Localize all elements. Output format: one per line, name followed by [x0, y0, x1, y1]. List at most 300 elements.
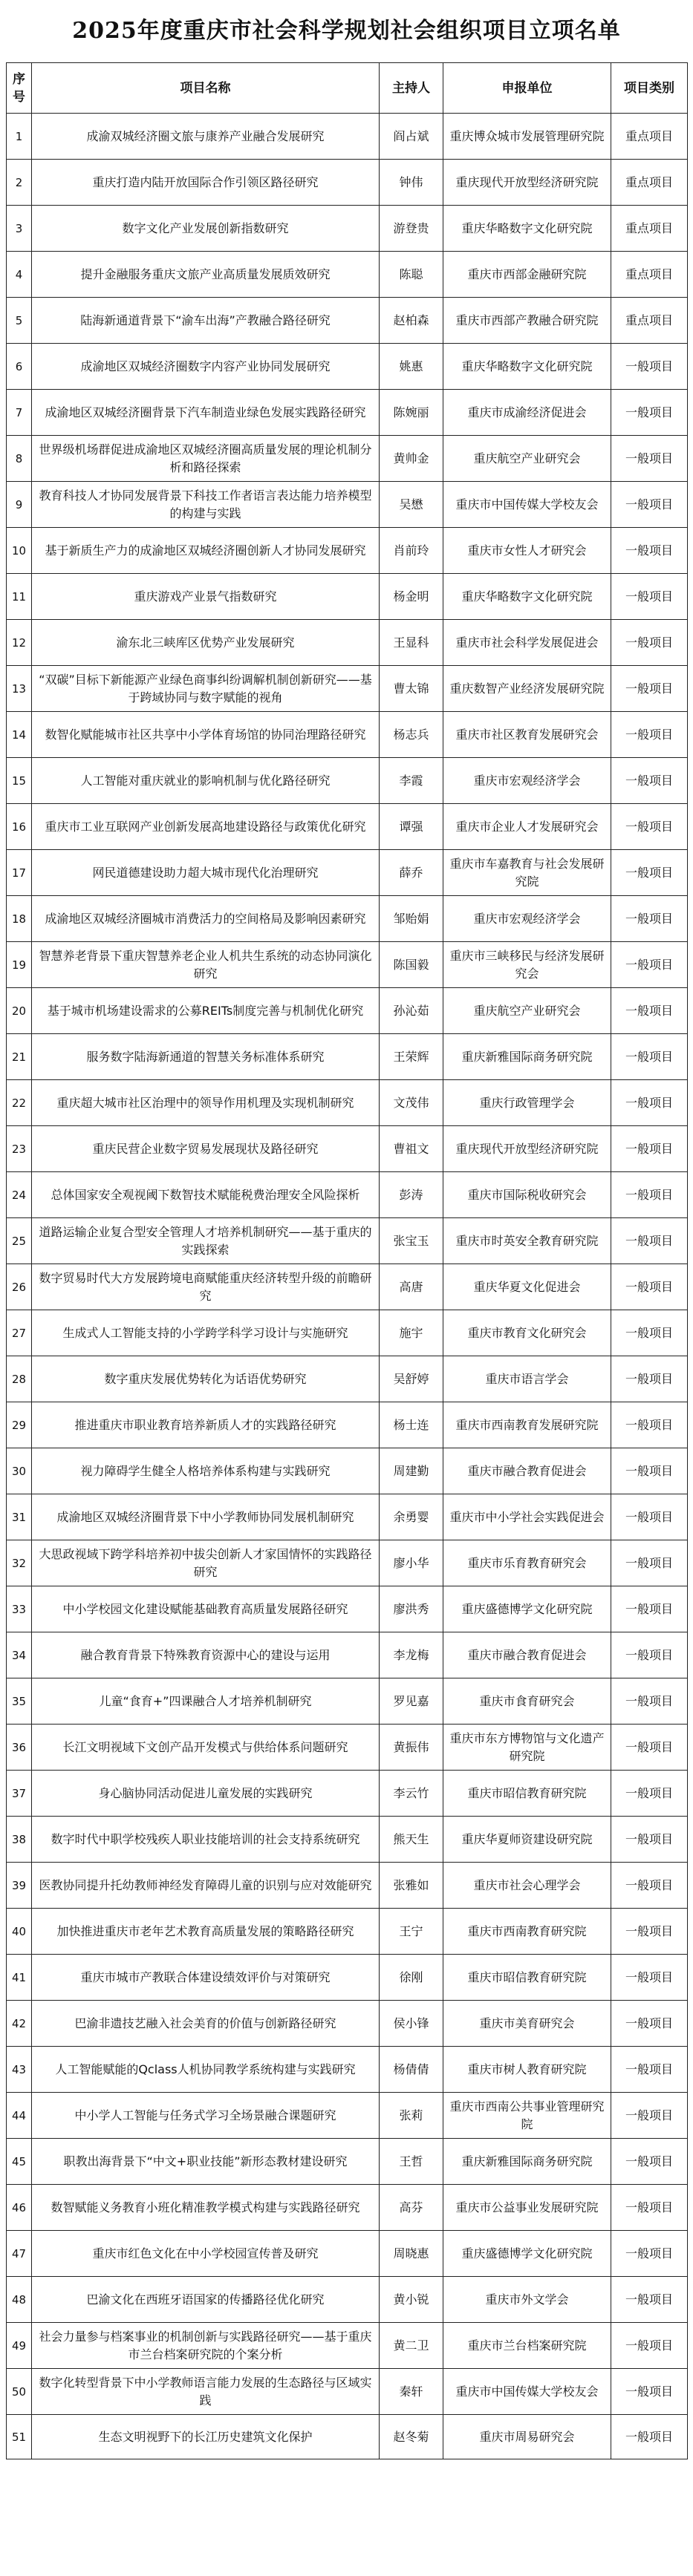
project-name: 数字时代中职学校残疾人职业技能培训的社会支持系统研究 [32, 1817, 380, 1863]
applying-unit: 重庆市社区教育发展研究会 [443, 712, 611, 758]
project-name: 基于城市机场建设需求的公募REITs制度完善与机制优化研究 [32, 988, 380, 1034]
applying-unit: 重庆华略数字文化研究院 [443, 574, 611, 620]
applying-unit: 重庆市乐育教育研究会 [443, 1540, 611, 1586]
project-name: 重庆市城市产教联合体建设绩效评价与对策研究 [32, 1955, 380, 2001]
project-host: 杨金明 [380, 574, 443, 620]
table-row [7, 1863, 688, 1909]
row-number: 33 [7, 1586, 32, 1632]
project-host: 秦轩 [380, 2369, 443, 2415]
applying-unit: 重庆华略数字文化研究院 [443, 344, 611, 390]
project-name: 大思政视域下跨学科培养初中拔尖创新人才家国情怀的实践路径研究 [32, 1540, 380, 1586]
project-category: 一般项目 [611, 1172, 688, 1218]
applying-unit: 重庆华夏文化促进会 [443, 1264, 611, 1310]
header-no: 序号 [7, 63, 32, 114]
project-name: 数字文化产业发展创新指数研究 [32, 206, 380, 252]
project-name: 重庆游戏产业景气指数研究 [32, 574, 380, 620]
table-row [7, 1172, 688, 1218]
applying-unit: 重庆市语言学会 [443, 1356, 611, 1402]
applying-unit: 重庆市中国传媒大学校友会 [443, 482, 611, 528]
project-host: 赵冬菊 [380, 2415, 443, 2459]
project-category: 一般项目 [611, 1817, 688, 1863]
row-number: 23 [7, 1126, 32, 1172]
table-row [7, 1632, 688, 1678]
applying-unit: 重庆市融合教育促进会 [443, 1632, 611, 1678]
project-host: 侯小锋 [380, 2001, 443, 2047]
project-name: 智慧养老背景下重庆智慧养老企业人机共生系统的动态协同演化研究 [32, 942, 380, 988]
applying-unit: 重庆市食育研究会 [443, 1678, 611, 1725]
project-host: 薛乔 [380, 850, 443, 896]
applying-unit: 重庆市西南教育发展研究院 [443, 1402, 611, 1448]
project-category: 重点项目 [611, 114, 688, 160]
project-host: 王显科 [380, 620, 443, 666]
applying-unit: 重庆市兰台档案研究院 [443, 2323, 611, 2369]
table-row [7, 2001, 688, 2047]
row-number: 15 [7, 758, 32, 804]
applying-unit: 重庆市西南教育研究院 [443, 1909, 611, 1955]
project-host: 吴懋 [380, 482, 443, 528]
row-number: 31 [7, 1494, 32, 1540]
row-number: 20 [7, 988, 32, 1034]
table-row [7, 850, 688, 896]
project-name: 巴渝非遗技艺融入社会美育的价值与创新路径研究 [32, 2001, 380, 2047]
project-host: 姚惠 [380, 344, 443, 390]
table-row [7, 1540, 688, 1586]
project-category: 一般项目 [611, 804, 688, 850]
applying-unit: 重庆新雅国际商务研究院 [443, 1034, 611, 1080]
row-number: 47 [7, 2231, 32, 2277]
table-row [7, 114, 688, 160]
row-number: 19 [7, 942, 32, 988]
project-host: 周建勤 [380, 1448, 443, 1494]
project-name: 成渝地区双城经济圈数字内容产业协同发展研究 [32, 344, 380, 390]
project-category: 一般项目 [611, 1402, 688, 1448]
table-row [7, 1678, 688, 1725]
project-host: 孙沁茹 [380, 988, 443, 1034]
project-host: 廖洪秀 [380, 1586, 443, 1632]
project-host: 熊天生 [380, 1817, 443, 1863]
header-name: 项目名称 [32, 63, 380, 114]
project-host: 张宝玉 [380, 1218, 443, 1264]
project-category: 一般项目 [611, 1725, 688, 1771]
table-row [7, 1771, 688, 1817]
project-host: 黄小锐 [380, 2277, 443, 2323]
project-name: 长江文明视域下文创产品开发模式与供给体系问题研究 [32, 1725, 380, 1771]
project-name: 生成式人工智能支持的小学跨学科学习设计与实施研究 [32, 1310, 380, 1356]
row-number: 24 [7, 1172, 32, 1218]
project-host: 杨倩倩 [380, 2047, 443, 2093]
project-name: 成渝地区双城经济圈城市消费活力的空间格局及影响因素研究 [32, 896, 380, 942]
table-row [7, 1494, 688, 1540]
applying-unit: 重庆新雅国际商务研究院 [443, 2139, 611, 2185]
row-number: 28 [7, 1356, 32, 1402]
project-category: 一般项目 [611, 2277, 688, 2323]
project-name: 道路运输企业复合型安全管理人才培养机制研究——基于重庆的实践探索 [32, 1218, 380, 1264]
table-row [7, 2323, 688, 2369]
project-host: 杨士连 [380, 1402, 443, 1448]
project-host: 施宇 [380, 1310, 443, 1356]
row-number: 21 [7, 1034, 32, 1080]
row-number: 18 [7, 896, 32, 942]
applying-unit: 重庆市宏观经济学会 [443, 758, 611, 804]
applying-unit: 重庆市树人教育研究院 [443, 2047, 611, 2093]
table-row [7, 1264, 688, 1310]
table-row [7, 1356, 688, 1402]
row-number: 2 [7, 160, 32, 206]
row-number: 39 [7, 1863, 32, 1909]
applying-unit: 重庆市社会科学发展促进会 [443, 620, 611, 666]
document-title: 2025年度重庆市社会科学规划社会组织项目立项名单 [72, 18, 621, 44]
table-row [7, 2047, 688, 2093]
table-row [7, 2277, 688, 2323]
row-number: 5 [7, 298, 32, 344]
project-name: 成渝双城经济圈文旅与康养产业融合发展研究 [32, 114, 380, 160]
row-number: 37 [7, 1771, 32, 1817]
project-host: 陈婉丽 [380, 390, 443, 436]
project-name: 重庆超大城市社区治理中的领导作用机理及实现机制研究 [32, 1080, 380, 1126]
applying-unit: 重庆市昭信教育研究院 [443, 1955, 611, 2001]
table-row [7, 2093, 688, 2139]
project-host: 游登贵 [380, 206, 443, 252]
project-name: 人工智能对重庆就业的影响机制与优化路径研究 [32, 758, 380, 804]
project-host: 廖小华 [380, 1540, 443, 1586]
table-row [7, 252, 688, 298]
project-category: 一般项目 [611, 1909, 688, 1955]
row-number: 13 [7, 666, 32, 712]
project-host: 周晓惠 [380, 2231, 443, 2277]
project-name: 数智化赋能城市社区共享中小学体育场馆的协同治理路径研究 [32, 712, 380, 758]
project-host: 文茂伟 [380, 1080, 443, 1126]
project-host: 陈聪 [380, 252, 443, 298]
row-number: 1 [7, 114, 32, 160]
project-category: 一般项目 [611, 2093, 688, 2139]
applying-unit: 重庆华夏师资建设研究院 [443, 1817, 611, 1863]
project-host: 徐刚 [380, 1955, 443, 2001]
table-row [7, 528, 688, 574]
project-host: 肖前玲 [380, 528, 443, 574]
project-category: 一般项目 [611, 1126, 688, 1172]
applying-unit: 重庆行政管理学会 [443, 1080, 611, 1126]
table-row [7, 804, 688, 850]
row-number: 41 [7, 1955, 32, 2001]
applying-unit: 重庆市社会心理学会 [443, 1863, 611, 1909]
project-host: 曹太锦 [380, 666, 443, 712]
project-category: 一般项目 [611, 1310, 688, 1356]
project-name: 数智赋能义务教育小班化精准教学模式构建与实践路径研究 [32, 2185, 380, 2231]
table-row [7, 620, 688, 666]
applying-unit: 重庆市西部金融研究院 [443, 252, 611, 298]
table-row [7, 1448, 688, 1494]
project-name: 推进重庆市职业教育培养新质人才的实践路径研究 [32, 1402, 380, 1448]
applying-unit: 重庆航空产业研究会 [443, 988, 611, 1034]
table-row [7, 896, 688, 942]
row-number: 50 [7, 2369, 32, 2415]
row-number: 45 [7, 2139, 32, 2185]
applying-unit: 重庆市周易研究会 [443, 2415, 611, 2459]
project-name: 加快推进重庆市老年艺术教育高质量发展的策略路径研究 [32, 1909, 380, 1955]
project-host: 杨志兵 [380, 712, 443, 758]
project-name: 重庆市红色文化在中小学校园宣传普及研究 [32, 2231, 380, 2277]
project-category: 一般项目 [611, 2185, 688, 2231]
project-category: 一般项目 [611, 2231, 688, 2277]
header-row [7, 63, 688, 114]
project-host: 邹贻娟 [380, 896, 443, 942]
applying-unit: 重庆市成渝经济促进会 [443, 390, 611, 436]
project-category: 一般项目 [611, 2323, 688, 2369]
project-name: 基于新质生产力的成渝地区双城经济圈创新人才协同发展研究 [32, 528, 380, 574]
project-host: 王哲 [380, 2139, 443, 2185]
project-name: 服务数字陆海新通道的智慧关务标准体系研究 [32, 1034, 380, 1080]
project-host: 彭涛 [380, 1172, 443, 1218]
applying-unit: 重庆市女性人才研究会 [443, 528, 611, 574]
project-category: 重点项目 [611, 252, 688, 298]
row-number: 17 [7, 850, 32, 896]
project-name: 陆海新通道背景下“渝车出海”产教融合路径研究 [32, 298, 380, 344]
project-host: 高芬 [380, 2185, 443, 2231]
project-name: 生态文明视野下的长江历史建筑文化保护 [32, 2415, 380, 2459]
table-row [7, 2185, 688, 2231]
project-category: 重点项目 [611, 298, 688, 344]
row-number: 4 [7, 252, 32, 298]
project-host: 曹祖文 [380, 1126, 443, 1172]
project-host: 赵柏森 [380, 298, 443, 344]
applying-unit: 重庆市时英安全教育研究院 [443, 1218, 611, 1264]
header-host: 主持人 [380, 63, 443, 114]
project-name: 渝东北三峡库区优势产业发展研究 [32, 620, 380, 666]
applying-unit: 重庆市车嘉教育与社会发展研究院 [443, 850, 611, 896]
applying-unit: 重庆市国际税收研究会 [443, 1172, 611, 1218]
table-row [7, 1817, 688, 1863]
table-row [7, 390, 688, 436]
project-name: 社会力量参与档案事业的机制创新与实践路径研究——基于重庆市兰台档案研究院的个案分析 [32, 2323, 380, 2369]
project-category: 一般项目 [611, 1540, 688, 1586]
applying-unit: 重庆市三峡移民与经济发展研究会 [443, 942, 611, 988]
project-name: 巴渝文化在西班牙语国家的传播路径优化研究 [32, 2277, 380, 2323]
row-number: 38 [7, 1817, 32, 1863]
project-category: 一般项目 [611, 1955, 688, 2001]
project-category: 一般项目 [611, 1632, 688, 1678]
applying-unit: 重庆数智产业经济发展研究院 [443, 666, 611, 712]
project-name: 人工智能赋能的Qclass人机协同教学系统构建与实践研究 [32, 2047, 380, 2093]
row-number: 6 [7, 344, 32, 390]
project-category: 一般项目 [611, 1218, 688, 1264]
row-number: 27 [7, 1310, 32, 1356]
table-row [7, 206, 688, 252]
project-category: 一般项目 [611, 850, 688, 896]
project-category: 一般项目 [611, 1264, 688, 1310]
project-name: 重庆打造内陆开放国际合作引领区路径研究 [32, 160, 380, 206]
project-host: 余勇婴 [380, 1494, 443, 1540]
applying-unit: 重庆市中国传媒大学校友会 [443, 2369, 611, 2415]
project-host: 陈国毅 [380, 942, 443, 988]
project-category: 一般项目 [611, 482, 688, 528]
row-number: 43 [7, 2047, 32, 2093]
row-number: 26 [7, 1264, 32, 1310]
applying-unit: 重庆市融合教育促进会 [443, 1448, 611, 1494]
row-number: 32 [7, 1540, 32, 1586]
row-number: 46 [7, 2185, 32, 2231]
project-name: 重庆民营企业数字贸易发展现状及路径研究 [32, 1126, 380, 1172]
project-name: 医教协同提升托幼教师神经发育障碍儿童的识别与应对效能研究 [32, 1863, 380, 1909]
project-category: 一般项目 [611, 344, 688, 390]
table-row [7, 436, 688, 482]
table-row [7, 1034, 688, 1080]
row-number: 10 [7, 528, 32, 574]
row-number: 25 [7, 1218, 32, 1264]
row-number: 36 [7, 1725, 32, 1771]
table-row [7, 1725, 688, 1771]
project-name: “双碳”目标下新能源产业绿色商事纠纷调解机制创新研究——基于跨域协同与数字赋能的视角 [32, 666, 380, 712]
project-category: 一般项目 [611, 1678, 688, 1725]
table-body [7, 114, 688, 2459]
table-row [7, 1218, 688, 1264]
row-number: 8 [7, 436, 32, 482]
table-row [7, 2415, 688, 2459]
table-row [7, 758, 688, 804]
project-category: 一般项目 [611, 1771, 688, 1817]
row-number: 9 [7, 482, 32, 528]
project-name: 成渝地区双城经济圈背景下汽车制造业绿色发展实践路径研究 [32, 390, 380, 436]
table-row [7, 1310, 688, 1356]
row-number: 51 [7, 2415, 32, 2459]
row-number: 30 [7, 1448, 32, 1494]
project-table [6, 62, 688, 2459]
project-host: 张莉 [380, 2093, 443, 2139]
project-name: 视力障碍学生健全人格培养体系构建与实践研究 [32, 1448, 380, 1494]
project-host: 黄二卫 [380, 2323, 443, 2369]
project-category: 一般项目 [611, 896, 688, 942]
applying-unit: 重庆华略数字文化研究院 [443, 206, 611, 252]
project-host: 张雅如 [380, 1863, 443, 1909]
table-row [7, 574, 688, 620]
project-host: 阎占斌 [380, 114, 443, 160]
project-name: 融合教育背景下特殊教育资源中心的建设与运用 [32, 1632, 380, 1678]
table-row [7, 160, 688, 206]
applying-unit: 重庆市中小学社会实践促进会 [443, 1494, 611, 1540]
row-number: 34 [7, 1632, 32, 1678]
project-category: 一般项目 [611, 2001, 688, 2047]
project-host: 黄振伟 [380, 1725, 443, 1771]
row-number: 11 [7, 574, 32, 620]
project-category: 一般项目 [611, 2369, 688, 2415]
project-name: 重庆市工业互联网产业创新发展高地建设路径与政策优化研究 [32, 804, 380, 850]
project-category: 一般项目 [611, 988, 688, 1034]
project-host: 王宁 [380, 1909, 443, 1955]
table-row [7, 1955, 688, 2001]
table-row [7, 1080, 688, 1126]
applying-unit: 重庆博众城市发展管理研究院 [443, 114, 611, 160]
table-row [7, 2369, 688, 2415]
row-number: 44 [7, 2093, 32, 2139]
project-category: 一般项目 [611, 528, 688, 574]
project-host: 钟伟 [380, 160, 443, 206]
project-host: 谭强 [380, 804, 443, 850]
table-row [7, 712, 688, 758]
project-category: 一般项目 [611, 2047, 688, 2093]
project-category: 一般项目 [611, 1494, 688, 1540]
row-number: 48 [7, 2277, 32, 2323]
project-host: 李龙梅 [380, 1632, 443, 1678]
applying-unit: 重庆盛德博学文化研究院 [443, 1586, 611, 1632]
project-name: 儿童“食育+”四课融合人才培养机制研究 [32, 1678, 380, 1725]
project-host: 吴舒婷 [380, 1356, 443, 1402]
row-number: 7 [7, 390, 32, 436]
applying-unit: 重庆市外文学会 [443, 2277, 611, 2323]
row-number: 40 [7, 1909, 32, 1955]
project-name: 教育科技人才协同发展背景下科技工作者语言表达能力培养模型的构建与实践 [32, 482, 380, 528]
table-row [7, 482, 688, 528]
applying-unit: 重庆市教育文化研究会 [443, 1310, 611, 1356]
applying-unit: 重庆盛德博学文化研究院 [443, 2231, 611, 2277]
row-number: 16 [7, 804, 32, 850]
table-row [7, 988, 688, 1034]
project-name: 提升金融服务重庆文旅产业高质量发展质效研究 [32, 252, 380, 298]
row-number: 14 [7, 712, 32, 758]
applying-unit: 重庆现代开放型经济研究院 [443, 1126, 611, 1172]
table-header [7, 63, 688, 114]
project-category: 一般项目 [611, 2139, 688, 2185]
project-name: 数字化转型背景下中小学教师语言能力发展的生态路径与区域实践 [32, 2369, 380, 2415]
project-host: 黄帅金 [380, 436, 443, 482]
row-number: 35 [7, 1678, 32, 1725]
table-row [7, 1402, 688, 1448]
row-number: 22 [7, 1080, 32, 1126]
table-row [7, 2139, 688, 2185]
project-category: 一般项目 [611, 436, 688, 482]
applying-unit: 重庆航空产业研究会 [443, 436, 611, 482]
table-row [7, 1126, 688, 1172]
header-unit: 申报单位 [443, 63, 611, 114]
table-row [7, 344, 688, 390]
project-name: 数字贸易时代大方发展跨境电商赋能重庆经济转型升级的前瞻研究 [32, 1264, 380, 1310]
project-category: 一般项目 [611, 2415, 688, 2459]
applying-unit: 重庆市宏观经济学会 [443, 896, 611, 942]
project-name: 网民道德建设助力超大城市现代化治理研究 [32, 850, 380, 896]
applying-unit: 重庆市公益事业发展研究院 [443, 2185, 611, 2231]
project-category: 一般项目 [611, 1356, 688, 1402]
project-name: 成渝地区双城经济圈背景下中小学教师协同发展机制研究 [32, 1494, 380, 1540]
project-host: 李霞 [380, 758, 443, 804]
project-category: 一般项目 [611, 1863, 688, 1909]
header-category: 项目类别 [611, 63, 688, 114]
table-row [7, 1586, 688, 1632]
table-row [7, 942, 688, 988]
row-number: 29 [7, 1402, 32, 1448]
project-category: 一般项目 [611, 666, 688, 712]
applying-unit: 重庆市美育研究会 [443, 2001, 611, 2047]
project-name: 世界级机场群促进成渝地区双城经济圈高质量发展的理论机制分析和路径探索 [32, 436, 380, 482]
project-host: 罗见嘉 [380, 1678, 443, 1725]
project-name: 中小学人工智能与任务式学习全场景融合课题研究 [32, 2093, 380, 2139]
table-row [7, 1909, 688, 1955]
project-category: 一般项目 [611, 1034, 688, 1080]
project-name: 总体国家安全观视阈下数智技术赋能税费治理安全风险探析 [32, 1172, 380, 1218]
project-category: 重点项目 [611, 160, 688, 206]
row-number: 49 [7, 2323, 32, 2369]
table-row [7, 2231, 688, 2277]
applying-unit: 重庆现代开放型经济研究院 [443, 160, 611, 206]
applying-unit: 重庆市西南公共事业管理研究院 [443, 2093, 611, 2139]
project-name: 中小学校园文化建设赋能基础教育高质量发展路径研究 [32, 1586, 380, 1632]
applying-unit: 重庆市东方博物馆与文化遗产研究院 [443, 1725, 611, 1771]
project-name: 身心脑协同活动促进儿童发展的实践研究 [32, 1771, 380, 1817]
row-number: 42 [7, 2001, 32, 2047]
project-host: 王荣辉 [380, 1034, 443, 1080]
row-number: 3 [7, 206, 32, 252]
project-category: 一般项目 [611, 712, 688, 758]
project-category: 一般项目 [611, 1448, 688, 1494]
applying-unit: 重庆市企业人才发展研究会 [443, 804, 611, 850]
project-host: 高唐 [380, 1264, 443, 1310]
